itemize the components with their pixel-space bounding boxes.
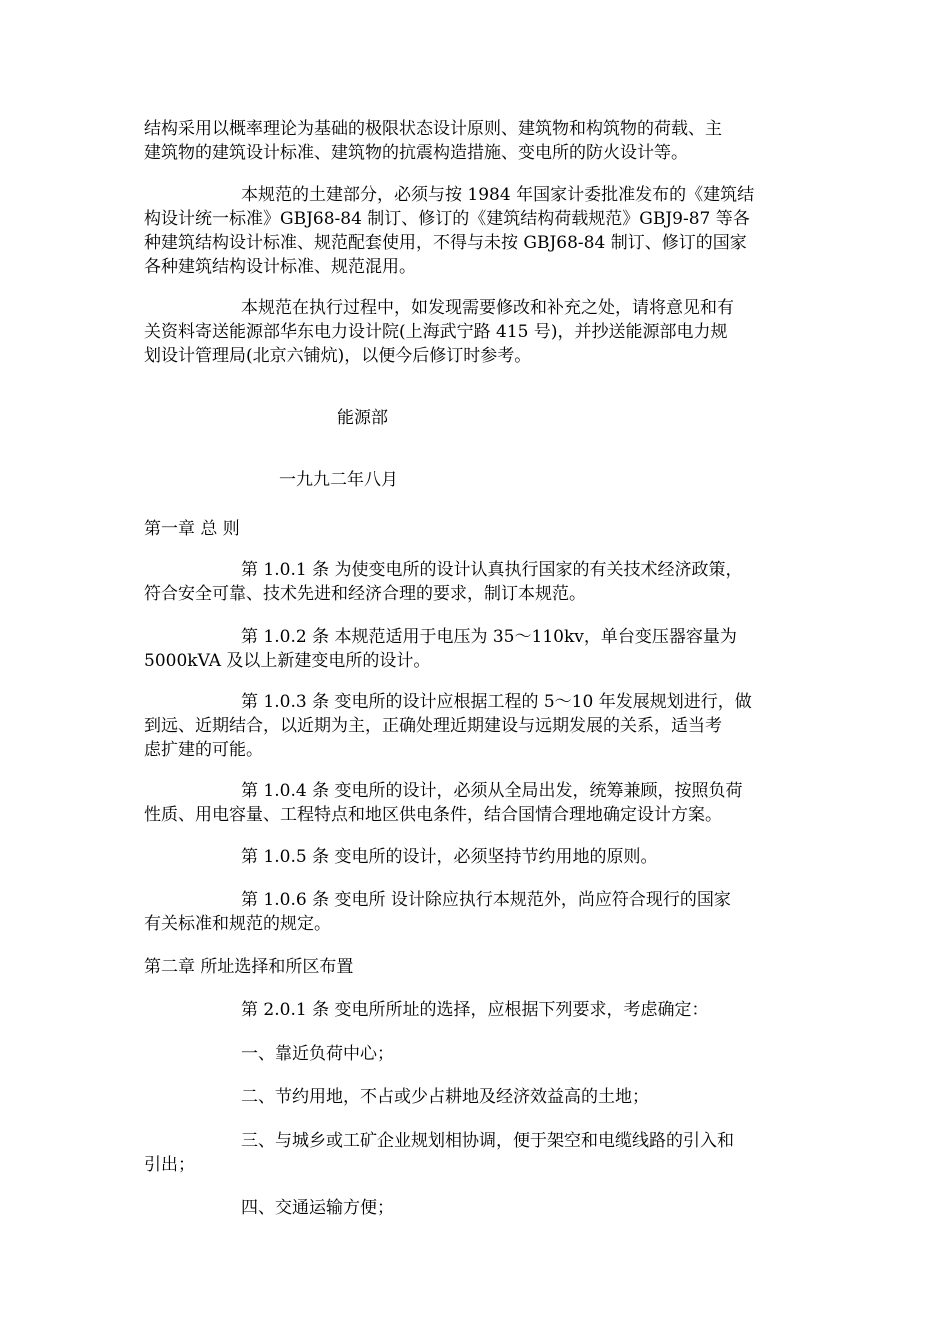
intro-p3-line: 划设计管理局(北京六铺炕)，以便今后修订时参考。	[144, 346, 532, 366]
intro-p3-line: 本规范在执行过程中，如发现需要修改和补充之处，请将意见和有	[241, 298, 734, 318]
article-2-0-1: 第 2.0.1 条 变电所所址的选择，应根据下列要求，考虑确定：	[241, 1000, 709, 1020]
intro-p2-line: 本规范的土建部分，必须与按 1984 年国家计委批准发布的《建筑结	[241, 185, 755, 205]
article-1-0-2-line: 5000kVA 及以上新建变电所的设计。	[144, 651, 431, 671]
intro-p2-line: 构设计统一标准》GBJ68-84 制订、修订的《建筑结构荷载规范》GBJ9-87 等各	[144, 209, 750, 229]
intro-p3-line: 关资料寄送能源部华东电力设计院(上海武宁路 415 号)，并抄送能源部电力规	[144, 322, 728, 342]
article-1-0-4-line: 性质、用电容量、工程特点和地区供电条件，结合国情合理地确定设计方案。	[144, 805, 722, 825]
article-1-0-4-line: 第 1.0.4 条 变电所的设计，必须从全局出发，统筹兼顾，按照负荷	[241, 781, 743, 801]
list-item-3-line: 三、与城乡或工矿企业规划相协调，便于架空和电缆线路的引入和	[241, 1131, 734, 1151]
article-1-0-5-line: 第 1.0.5 条 变电所的设计，必须坚持节约用地的原则。	[241, 847, 658, 867]
chapter2-title: 第二章 所址选择和所区布置	[144, 957, 354, 977]
article-1-0-2-line: 第 1.0.2 条 本规范适用于电压为 35～110kv，单台变压器容量为	[241, 627, 737, 647]
signature-org: 能源部	[337, 408, 388, 428]
chapter1-title: 第一章 总 则	[144, 519, 240, 539]
article-1-0-6-line: 第 1.0.6 条 变电所 设计除应执行本规范外，尚应符合现行的国家	[241, 890, 731, 910]
article-1-0-3-line: 虑扩建的可能。	[144, 740, 263, 760]
article-1-0-3-line: 第 1.0.3 条 变电所的设计应根据工程的 5～10 年发展规划进行，做	[241, 692, 752, 712]
list-item-2: 二、节约用地，不占或少占耕地及经济效益高的土地；	[241, 1087, 649, 1107]
intro-p2-line: 各种建筑结构设计标准、规范混用。	[144, 257, 416, 277]
article-1-0-1-line: 第 1.0.1 条 为使变电所的设计认真执行国家的有关技术经济政策，	[241, 560, 743, 580]
intro-p1-line: 结构采用以概率理论为基础的极限状态设计原则、建筑物和构筑物的荷载、主	[144, 119, 722, 139]
intro-p2-line: 种建筑结构设计标准、规范配套使用，不得与未按 GBJ68-84 制订、修订的国家	[144, 233, 747, 253]
intro-p1-line: 建筑物的建筑设计标准、建筑物的抗震构造措施、变电所的防火设计等。	[144, 143, 688, 163]
list-item-4: 四、交通运输方便；	[241, 1198, 394, 1218]
article-1-0-3-line: 到远、近期结合，以近期为主，正确处理近期建设与远期发展的关系，适当考	[144, 716, 722, 736]
list-item-1: 一、靠近负荷中心；	[241, 1044, 394, 1064]
list-item-3-line: 引出；	[144, 1155, 195, 1175]
article-1-0-6-line: 有关标准和规范的规定。	[144, 914, 331, 934]
article-1-0-1-line: 符合安全可靠、技术先进和经济合理的要求，制订本规范。	[144, 584, 586, 604]
signature-date: 一九九二年八月	[279, 470, 398, 490]
